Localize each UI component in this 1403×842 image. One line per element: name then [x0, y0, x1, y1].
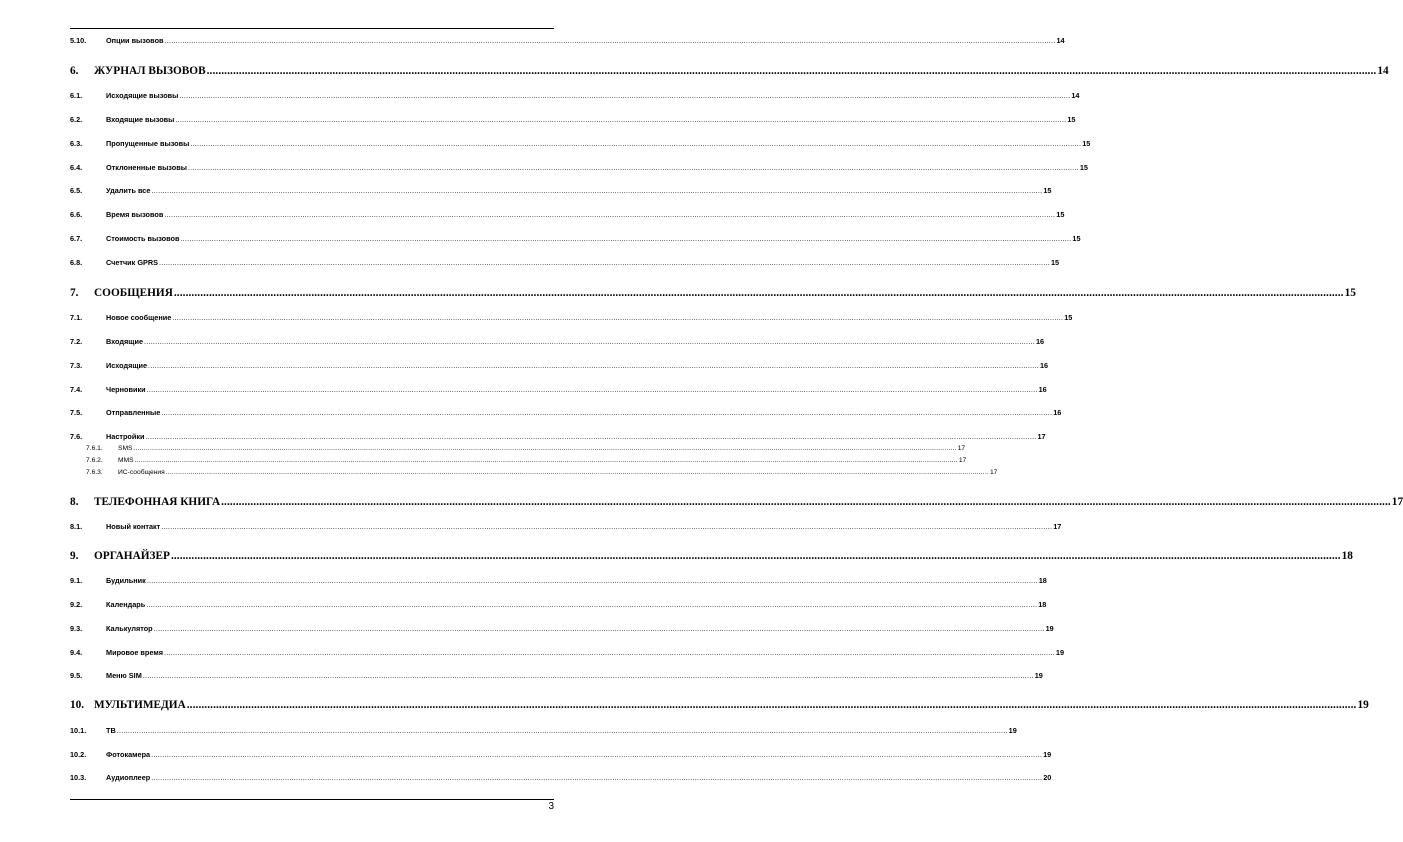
toc-entry-label: Меню SIM	[106, 671, 142, 680]
toc-entry-page: 16	[1035, 337, 1045, 346]
toc-dot-leader: ................................................................................................................................................................................................................................................................................................................................................................................................................	[134, 457, 958, 464]
toc-entry[interactable]	[70, 750, 1052, 759]
toc-dot-leader: ................................................................................................................................................................................................................................................................................................................................................................................................................	[151, 186, 1043, 195]
page-number: 3	[548, 801, 554, 812]
toc-dot-leader: ................................................................................................................................................................................................................................................................................................................................................................................................................	[173, 287, 1344, 299]
toc-entry-page: 14	[1377, 65, 1389, 77]
toc-dot-leader: ................................................................................................................................................................................................................................................................................................................................................................................................................	[146, 385, 1038, 394]
toc-entry-page: 15	[1344, 287, 1356, 299]
toc-entry-label: Настройки	[106, 432, 145, 441]
toc-entry-page: 19	[1055, 648, 1065, 657]
toc-entry-page: 16	[1053, 408, 1062, 417]
toc-entry-page: 18	[1038, 600, 1047, 609]
toc-entry[interactable]	[70, 385, 1047, 394]
toc-entry[interactable]	[70, 495, 1403, 509]
toc-entry[interactable]	[70, 258, 1060, 267]
toc-dot-leader: ................................................................................................................................................................................................................................................................................................................................................................................................................	[163, 648, 1055, 657]
toc-entry-label: МУЛЬТИМЕДИА	[94, 699, 186, 711]
toc-entry-label: Время вызовов	[106, 210, 164, 219]
toc-entry-number: 7.4.	[70, 385, 83, 394]
toc-dot-leader: ................................................................................................................................................................................................................................................................................................................................................................................................................	[206, 65, 1377, 77]
toc-entry-number: 8.	[70, 496, 79, 508]
toc-entry-number: 9.5.	[70, 671, 83, 680]
toc-entry-page: 19	[1043, 750, 1052, 759]
toc-entry-label: СООБЩЕНИЯ	[94, 287, 173, 299]
toc-dot-leader: ................................................................................................................................................................................................................................................................................................................................................................................................................	[186, 699, 1357, 711]
toc-entry-page: 14	[1071, 91, 1080, 100]
toc-dot-leader: ................................................................................................................................................................................................................................................................................................................................................................................................................	[179, 91, 1071, 100]
toc-entry-page: 19	[1008, 726, 1017, 735]
header-rule	[70, 28, 554, 29]
toc-entry-number: 10.	[70, 699, 85, 711]
toc-dot-leader: ................................................................................................................................................................................................................................................................................................................................................................................................................	[221, 496, 1391, 508]
toc-entry[interactable]	[70, 432, 1046, 441]
toc-dot-leader: ................................................................................................................................................................................................................................................................................................................................................................................................................	[164, 210, 1056, 219]
toc-entry-number: 9.4.	[70, 648, 83, 657]
toc-entry-number: 6.5.	[70, 186, 83, 195]
toc-entry-number: 9.2.	[70, 600, 83, 609]
toc-entry[interactable]	[70, 115, 1076, 124]
toc-dot-leader: ................................................................................................................................................................................................................................................................................................................................................................................................................	[142, 671, 1034, 680]
toc-entry-page: 17	[1037, 432, 1046, 441]
toc-entry[interactable]	[70, 576, 1047, 585]
toc-entry[interactable]	[70, 522, 1062, 531]
toc-entry-label: ОРГАНАЙЗЕР	[94, 550, 170, 562]
toc-dot-leader: ................................................................................................................................................................................................................................................................................................................................................................................................................	[190, 139, 1082, 148]
toc-entry-number: 7.	[70, 287, 79, 299]
toc-entry-number: 10.2.	[70, 750, 87, 759]
toc-entry-number: 6.2.	[70, 115, 83, 124]
toc-dot-leader: ................................................................................................................................................................................................................................................................................................................................................................................................................	[165, 469, 989, 476]
toc-entry[interactable]	[70, 726, 1017, 735]
toc-entry-number: 10.1.	[70, 726, 87, 735]
toc-entry-page: 17	[957, 445, 966, 452]
toc-entry-number: 6.4.	[70, 163, 83, 172]
toc-entry-page: 17	[958, 457, 967, 464]
toc-entry-page: 15	[1056, 210, 1065, 219]
toc-dot-leader: ................................................................................................................................................................................................................................................................................................................................................................................................................	[180, 234, 1072, 243]
toc-dot-leader: ................................................................................................................................................................................................................................................................................................................................................................................................................	[151, 773, 1043, 782]
toc-entry-label: Удалить все	[106, 186, 151, 195]
toc-entry-page: 15	[1043, 186, 1052, 195]
toc-entry-page: 15	[1050, 258, 1060, 267]
toc-entry-page: 20	[1043, 773, 1052, 782]
toc-entry-label: Мировое время	[106, 648, 163, 657]
toc-dot-leader: ................................................................................................................................................................................................................................................................................................................................................................................................................	[172, 313, 1064, 322]
toc-entry[interactable]	[70, 313, 1073, 322]
toc-entry-number: 7.1.	[70, 313, 83, 322]
toc-entry[interactable]	[70, 234, 1081, 243]
toc-entry[interactable]	[70, 64, 1389, 78]
toc-dot-leader: ................................................................................................................................................................................................................................................................................................................................................................................................................	[151, 750, 1043, 759]
toc-entry-label: Аудиоплеер	[106, 773, 151, 782]
toc-entry-page: 19	[1034, 671, 1043, 680]
toc-entry-label: Календарь	[106, 600, 146, 609]
toc-entry-number: 6.6.	[70, 210, 83, 219]
toc-entry-page: 15	[1064, 313, 1073, 322]
toc-entry-page: 15	[1067, 115, 1076, 124]
toc-entry-number: 6.7.	[70, 234, 83, 243]
toc-entry[interactable]	[70, 91, 1080, 100]
toc-entry-number: 7.3.	[70, 361, 83, 370]
toc-dot-leader: ................................................................................................................................................................................................................................................................................................................................................................................................................	[144, 337, 1035, 346]
toc-entry[interactable]	[70, 773, 1052, 782]
toc-entry-page: 14	[1056, 36, 1065, 45]
toc-entry[interactable]	[70, 210, 1065, 219]
toc-entry-number: 7.6.	[70, 432, 83, 441]
toc-entry-page: 15	[1072, 234, 1081, 243]
toc-entry-label: Отклоненные вызовы	[106, 163, 187, 172]
toc-entry[interactable]	[70, 139, 1091, 148]
toc-entry-number: 5.10.	[70, 36, 87, 45]
toc-entry-number: 7.6.3.	[86, 469, 103, 476]
toc-entry[interactable]	[70, 361, 1049, 370]
toc-entry-page: 16	[1039, 361, 1049, 370]
toc-dot-leader: ................................................................................................................................................................................................................................................................................................................................................................................................................	[187, 163, 1079, 172]
toc-entry-label: ТЕЛЕФОННАЯ КНИГА	[94, 496, 221, 508]
toc-entry-label: Калькулятор	[106, 624, 153, 633]
toc-entry[interactable]	[86, 445, 966, 453]
toc-entry-number: 10.3.	[70, 773, 87, 782]
toc-entry-page: 19	[1357, 699, 1369, 711]
toc-entry-number: 7.2.	[70, 337, 83, 346]
toc-entry[interactable]	[70, 549, 1353, 563]
toc-entry-page: 17	[989, 469, 998, 476]
toc-entry-page: 15	[1079, 163, 1088, 172]
toc-entry-page: 15	[1082, 139, 1091, 148]
toc-entry-number: 9.3.	[70, 624, 83, 633]
toc-entry[interactable]	[70, 186, 1052, 195]
toc-entry[interactable]	[70, 648, 1065, 657]
toc-dot-leader: ................................................................................................................................................................................................................................................................................................................................................................................................................	[159, 258, 1050, 267]
toc-dot-leader: ................................................................................................................................................................................................................................................................................................................................................................................................................	[116, 726, 1008, 735]
toc-entry-number: 9.	[70, 550, 79, 562]
toc-entry-number: 9.1.	[70, 576, 83, 585]
toc-dot-leader: ................................................................................................................................................................................................................................................................................................................................................................................................................	[170, 550, 1341, 562]
toc-entry-label: Пропущенные вызовы	[106, 139, 190, 148]
toc-entry-number: 8.1.	[70, 522, 83, 531]
toc-entry[interactable]	[70, 600, 1047, 609]
toc-entry-label: ИС-сообщения	[118, 469, 165, 476]
toc-entry[interactable]	[70, 163, 1088, 172]
toc-entry-number: 7.6.2.	[86, 457, 103, 464]
toc-entry[interactable]	[70, 286, 1356, 300]
toc-entry-number: 7.6.1.	[86, 445, 103, 452]
toc-entry-label: ТВ	[106, 726, 116, 735]
toc-entry-label: Исходящие	[106, 361, 148, 370]
toc-entry-page: 18	[1038, 576, 1047, 585]
toc-dot-leader: ................................................................................................................................................................................................................................................................................................................................................................................................................	[133, 445, 957, 452]
toc-entry[interactable]	[70, 624, 1054, 633]
toc-dot-leader: ................................................................................................................................................................................................................................................................................................................................................................................................................	[161, 408, 1053, 417]
toc-entry-number: 6.1.	[70, 91, 83, 100]
toc-entry-label: Будильник	[106, 576, 146, 585]
toc-entry[interactable]	[86, 469, 998, 477]
toc-entry-page: 18	[1341, 550, 1353, 562]
toc-dot-leader: ................................................................................................................................................................................................................................................................................................................................................................................................................	[161, 522, 1053, 531]
toc-entry-number: 7.5.	[70, 408, 83, 417]
toc-entry-label: Стоимость вызовов	[106, 234, 180, 243]
toc-entry-page: 17	[1391, 496, 1403, 508]
toc-entry[interactable]	[86, 457, 967, 465]
toc-entry-label: MMS	[118, 457, 134, 464]
toc-entry-label: Новый контакт	[106, 522, 161, 531]
toc-dot-leader: ................................................................................................................................................................................................................................................................................................................................................................................................................	[153, 624, 1045, 633]
footer-rule	[70, 799, 554, 800]
toc-entry-label: ЖУРНАЛ ВЫЗОВОВ	[94, 65, 206, 77]
toc-dot-leader: ................................................................................................................................................................................................................................................................................................................................................................................................................	[175, 115, 1067, 124]
toc-entry[interactable]	[70, 671, 1043, 680]
toc-entry-label: Опции вызовов	[106, 36, 164, 45]
toc-dot-leader: ................................................................................................................................................................................................................................................................................................................................................................................................................	[164, 36, 1056, 45]
toc-entry-page: 16	[1038, 385, 1047, 394]
toc-entry[interactable]	[70, 36, 1065, 45]
toc-dot-leader: ................................................................................................................................................................................................................................................................................................................................................................................................................	[148, 361, 1039, 370]
toc-entry-page: 17	[1053, 522, 1062, 531]
toc-entry-number: 6.3.	[70, 139, 83, 148]
toc-dot-leader: ................................................................................................................................................................................................................................................................................................................................................................................................................	[145, 432, 1037, 441]
toc-entry-label: Отправленные	[106, 408, 161, 417]
toc-entry[interactable]	[70, 408, 1062, 417]
toc-entry-label: Новое сообщение	[106, 313, 172, 322]
toc-entry-number: 6.	[70, 65, 79, 77]
toc-entry-label: Входящие	[106, 337, 144, 346]
toc-dot-leader: ................................................................................................................................................................................................................................................................................................................................................................................................................	[146, 576, 1038, 585]
toc-entry-page: 19	[1045, 624, 1054, 633]
toc-dot-leader: ................................................................................................................................................................................................................................................................................................................................................................................................................	[146, 600, 1038, 609]
toc-entry-label: Входящие вызовы	[106, 115, 175, 124]
toc-entry-label: SMS	[118, 445, 133, 452]
toc-entry-label: Исходящие вызовы	[106, 91, 179, 100]
toc-entry-label: Черновики	[106, 385, 146, 394]
toc-entry-number: 6.8.	[70, 258, 83, 267]
toc-entry-label: Фотокамера	[106, 750, 151, 759]
toc-entry-label: Счетчик GPRS	[106, 258, 159, 267]
toc-entry[interactable]	[70, 337, 1045, 346]
toc-entry[interactable]	[70, 698, 1369, 712]
